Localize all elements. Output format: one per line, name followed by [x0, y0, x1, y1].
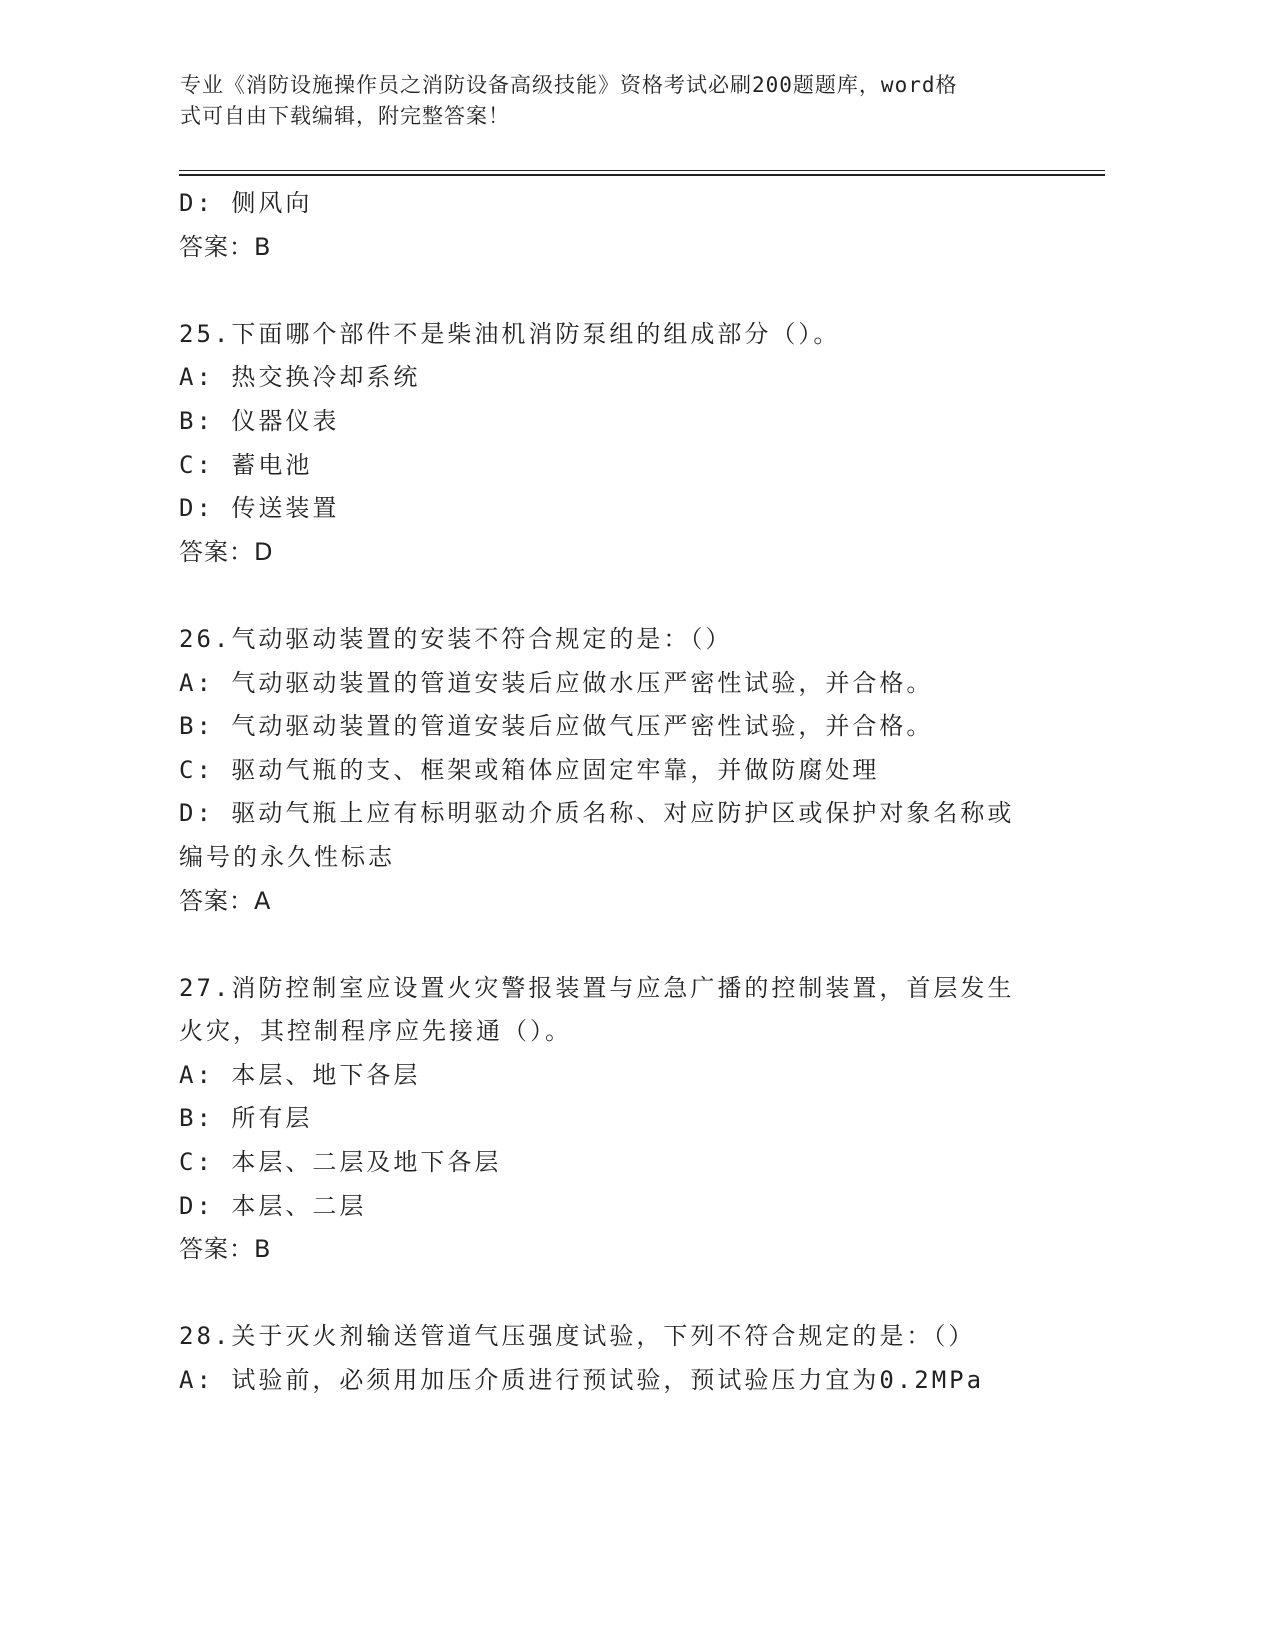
question-stem: 28.关于灭火剂输送管道气压强度试验，下列不符合规定的是：（）: [179, 1322, 976, 1351]
spacer: [179, 269, 1079, 313]
answer: 答案：B: [179, 232, 272, 261]
question-stem-line-2: 火灾，其控制程序应先接通（）。: [179, 1017, 572, 1046]
option-a: A: 本层、地下各层: [179, 1060, 421, 1089]
option-c: C: 蓄电池: [179, 450, 313, 479]
question-stem: 25.下面哪个部件不是柴油机消防泵组的组成部分（）。: [179, 319, 841, 348]
option-a: A: 热交换冷却系统: [179, 363, 421, 392]
option-d: D: 传送装置: [179, 494, 340, 523]
answer: 答案：D: [179, 537, 274, 566]
option-d-line-1: D: 驱动气瓶上应有标明驱动介质名称、对应防护区或保护对象名称或: [179, 799, 1015, 828]
option-d: D: 侧风向: [179, 189, 313, 217]
document-header: [180, 70, 1060, 132]
option-d: D: 本层、二层: [179, 1191, 367, 1220]
question-28: [179, 1315, 1079, 1402]
answer: 答案：B: [179, 1235, 272, 1264]
question-27: [179, 967, 1079, 1272]
question-stem: 26.气动驱动装置的安装不符合规定的是：（）: [179, 624, 733, 653]
spacer: [179, 574, 1079, 618]
header-line-1: 专业《消防设施操作员之消防设备高级技能》资格考试必刷200题题库，word格: [180, 73, 958, 97]
spacer: [179, 1272, 1079, 1316]
header-line-2: 式可自由下载编辑，附完整答案！: [180, 104, 510, 128]
header-divider-thick: [179, 174, 1105, 176]
question-26: [179, 618, 1079, 923]
option-a: A: 气动驱动装置的管道安装后应做水压严密性试验，并合格。: [179, 668, 934, 697]
option-b: B: 仪器仪表: [179, 406, 340, 435]
question-stem-line-1: 27.消防控制室应设置火灾警报装置与应急广播的控制装置，首层发生: [179, 973, 1015, 1002]
answer: 答案：A: [179, 886, 272, 915]
question-list: [179, 182, 1079, 1403]
question-25: [179, 313, 1079, 575]
option-d-line-2: 编号的永久性标志: [179, 842, 395, 871]
option-c: C: 驱动气瓶的支、框架或箱体应固定牢靠，并做防腐处理: [179, 755, 880, 784]
header-divider-thin: [179, 170, 1105, 171]
option-c: C: 本层、二层及地下各层: [179, 1148, 502, 1177]
previous-question-tail: [179, 182, 1079, 269]
option-b: B: 气动驱动装置的管道安装后应做气压严密性试验，并合格。: [179, 712, 934, 741]
option-a: A: 试验前，必须用加压介质进行预试验，预试验压力宜为0.2MPa: [179, 1366, 985, 1395]
option-b: B: 所有层: [179, 1104, 313, 1133]
spacer: [179, 923, 1079, 967]
